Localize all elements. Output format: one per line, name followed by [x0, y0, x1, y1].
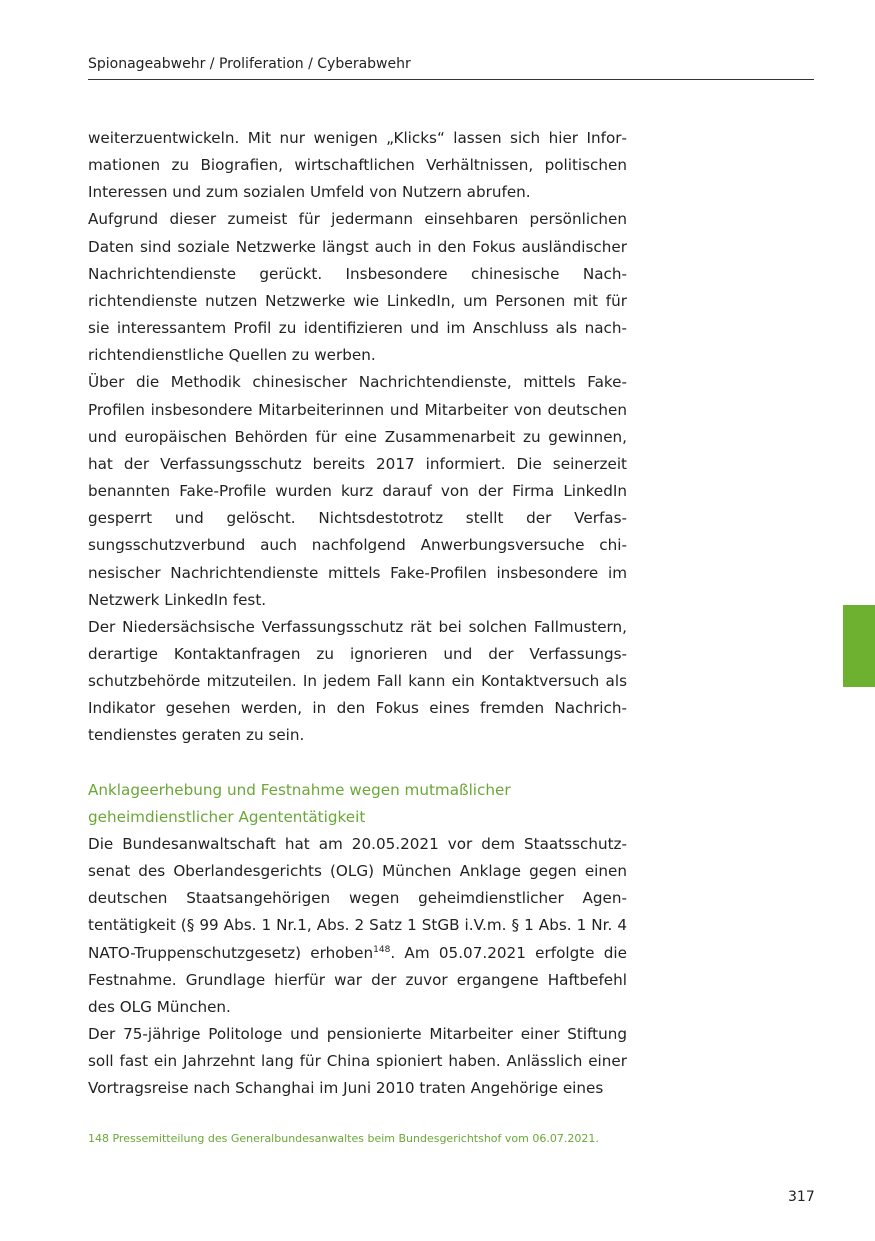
section-heading: Anklageerhebung und Festnahme wegen mutmaßlicher geheimdienstlicher Agententätigkeit: [88, 780, 511, 826]
paragraph-3: Über die Methodik chinesischer Nachrichtendienste, mittels Fake-Profilen insbesondere Mitarbeiterinnen und Mitarbeiter von deutschen und europäischen Behörden für eine Zusammenarbeit zu gewinnen, hat der Verfassungsschutz bereits 2017 informiert. Die seinerzeit benannten Fake-Profile wurden kurz darauf von der Firma LinkedIn gesperrt und gelöscht. Nichtsdestotrotz stellt der Verfassungsschutzverbund auch nachfolgend Anwerbungsversuche chinesischer Nachrichtendienste mittels Fake-Profilen insbesondere im Netzwerk LinkedIn fest.: [88, 373, 627, 609]
footnote-reference[interactable]: 148: [373, 944, 391, 955]
paragraph-5-part-b: . Am 05.07.2021 erfolgte die Festnahme. Grundlage hierfür war der zuvor ergangene Haftbefehl des OLG München.: [88, 943, 627, 1016]
body-text: [88, 125, 627, 1102]
paragraph-1: weiterzuentwickeln. Mit nur wenigen „Klicks“ lassen sich hier Informationen zu Biografien, wirtschaftlichen Verhältnissen, politischen Interessen und zum sozialen Umfeld von Nutzern abrufen.: [88, 129, 627, 202]
running-header: Spionageabwehr / Proliferation / Cyberabwehr: [88, 56, 411, 72]
paragraph-5: [88, 831, 627, 1021]
paragraph-6: Der 75-jährige Politologe und pensionierte Mitarbeiter einer Stiftung soll fast ein Jahrzehnt lang für China spioniert haben. Anlässlich einer Vortragsreise nach Schanghai im Juni 2010 traten Angehörige eines: [88, 1025, 627, 1098]
header-divider: [88, 79, 814, 80]
chapter-marker-tab: [843, 605, 875, 687]
paragraph-2: Aufgrund dieser zumeist für jedermann einsehbaren persönlichen Daten sind soziale Netzwerke längst auch in den Fokus ausländischer Nachrichtendienste gerückt. Insbesondere chinesische Nachrichtendienste nutzen Netzwerke wie LinkedIn, um Personen mit für sie interessantem Profil zu identifizieren und im Anschluss als nachrichtendienstliche Quellen zu werben.: [88, 210, 627, 365]
footnote: 148 Pressemitteilung des Generalbundesanwaltes beim Bundesgerichtshof vom 06.07.2021.: [88, 1132, 599, 1145]
page-number: 317: [788, 1189, 815, 1205]
paragraph-4: Der Niedersächsische Verfassungsschutz rät bei solchen Fallmustern, derartige Kontaktanfragen zu ignorieren und der Verfassungsschutzbehörde mitzuteilen. In jedem Fall kann ein Kontaktversuch als Indikator gesehen werden, in den Fokus eines fremden Nachrichtendienstes geraten zu sein.: [88, 617, 627, 745]
paragraph-5-part-a: Die Bundesanwaltschaft hat am 20.05.2021 vor dem Staatsschutzsenat des Oberlandesgerichts (OLG) München Anklage gegen einen deutschen Staatsangehörigen wegen geheimdienstlicher Agententätigkeit (§ 99 Abs. 1 Nr.1, Abs. 2 Satz 1 StGB i.V.m. § 1 Abs. 1 Nr. 4 NATO-Truppenschutzgesetz) erhoben: [88, 834, 627, 962]
